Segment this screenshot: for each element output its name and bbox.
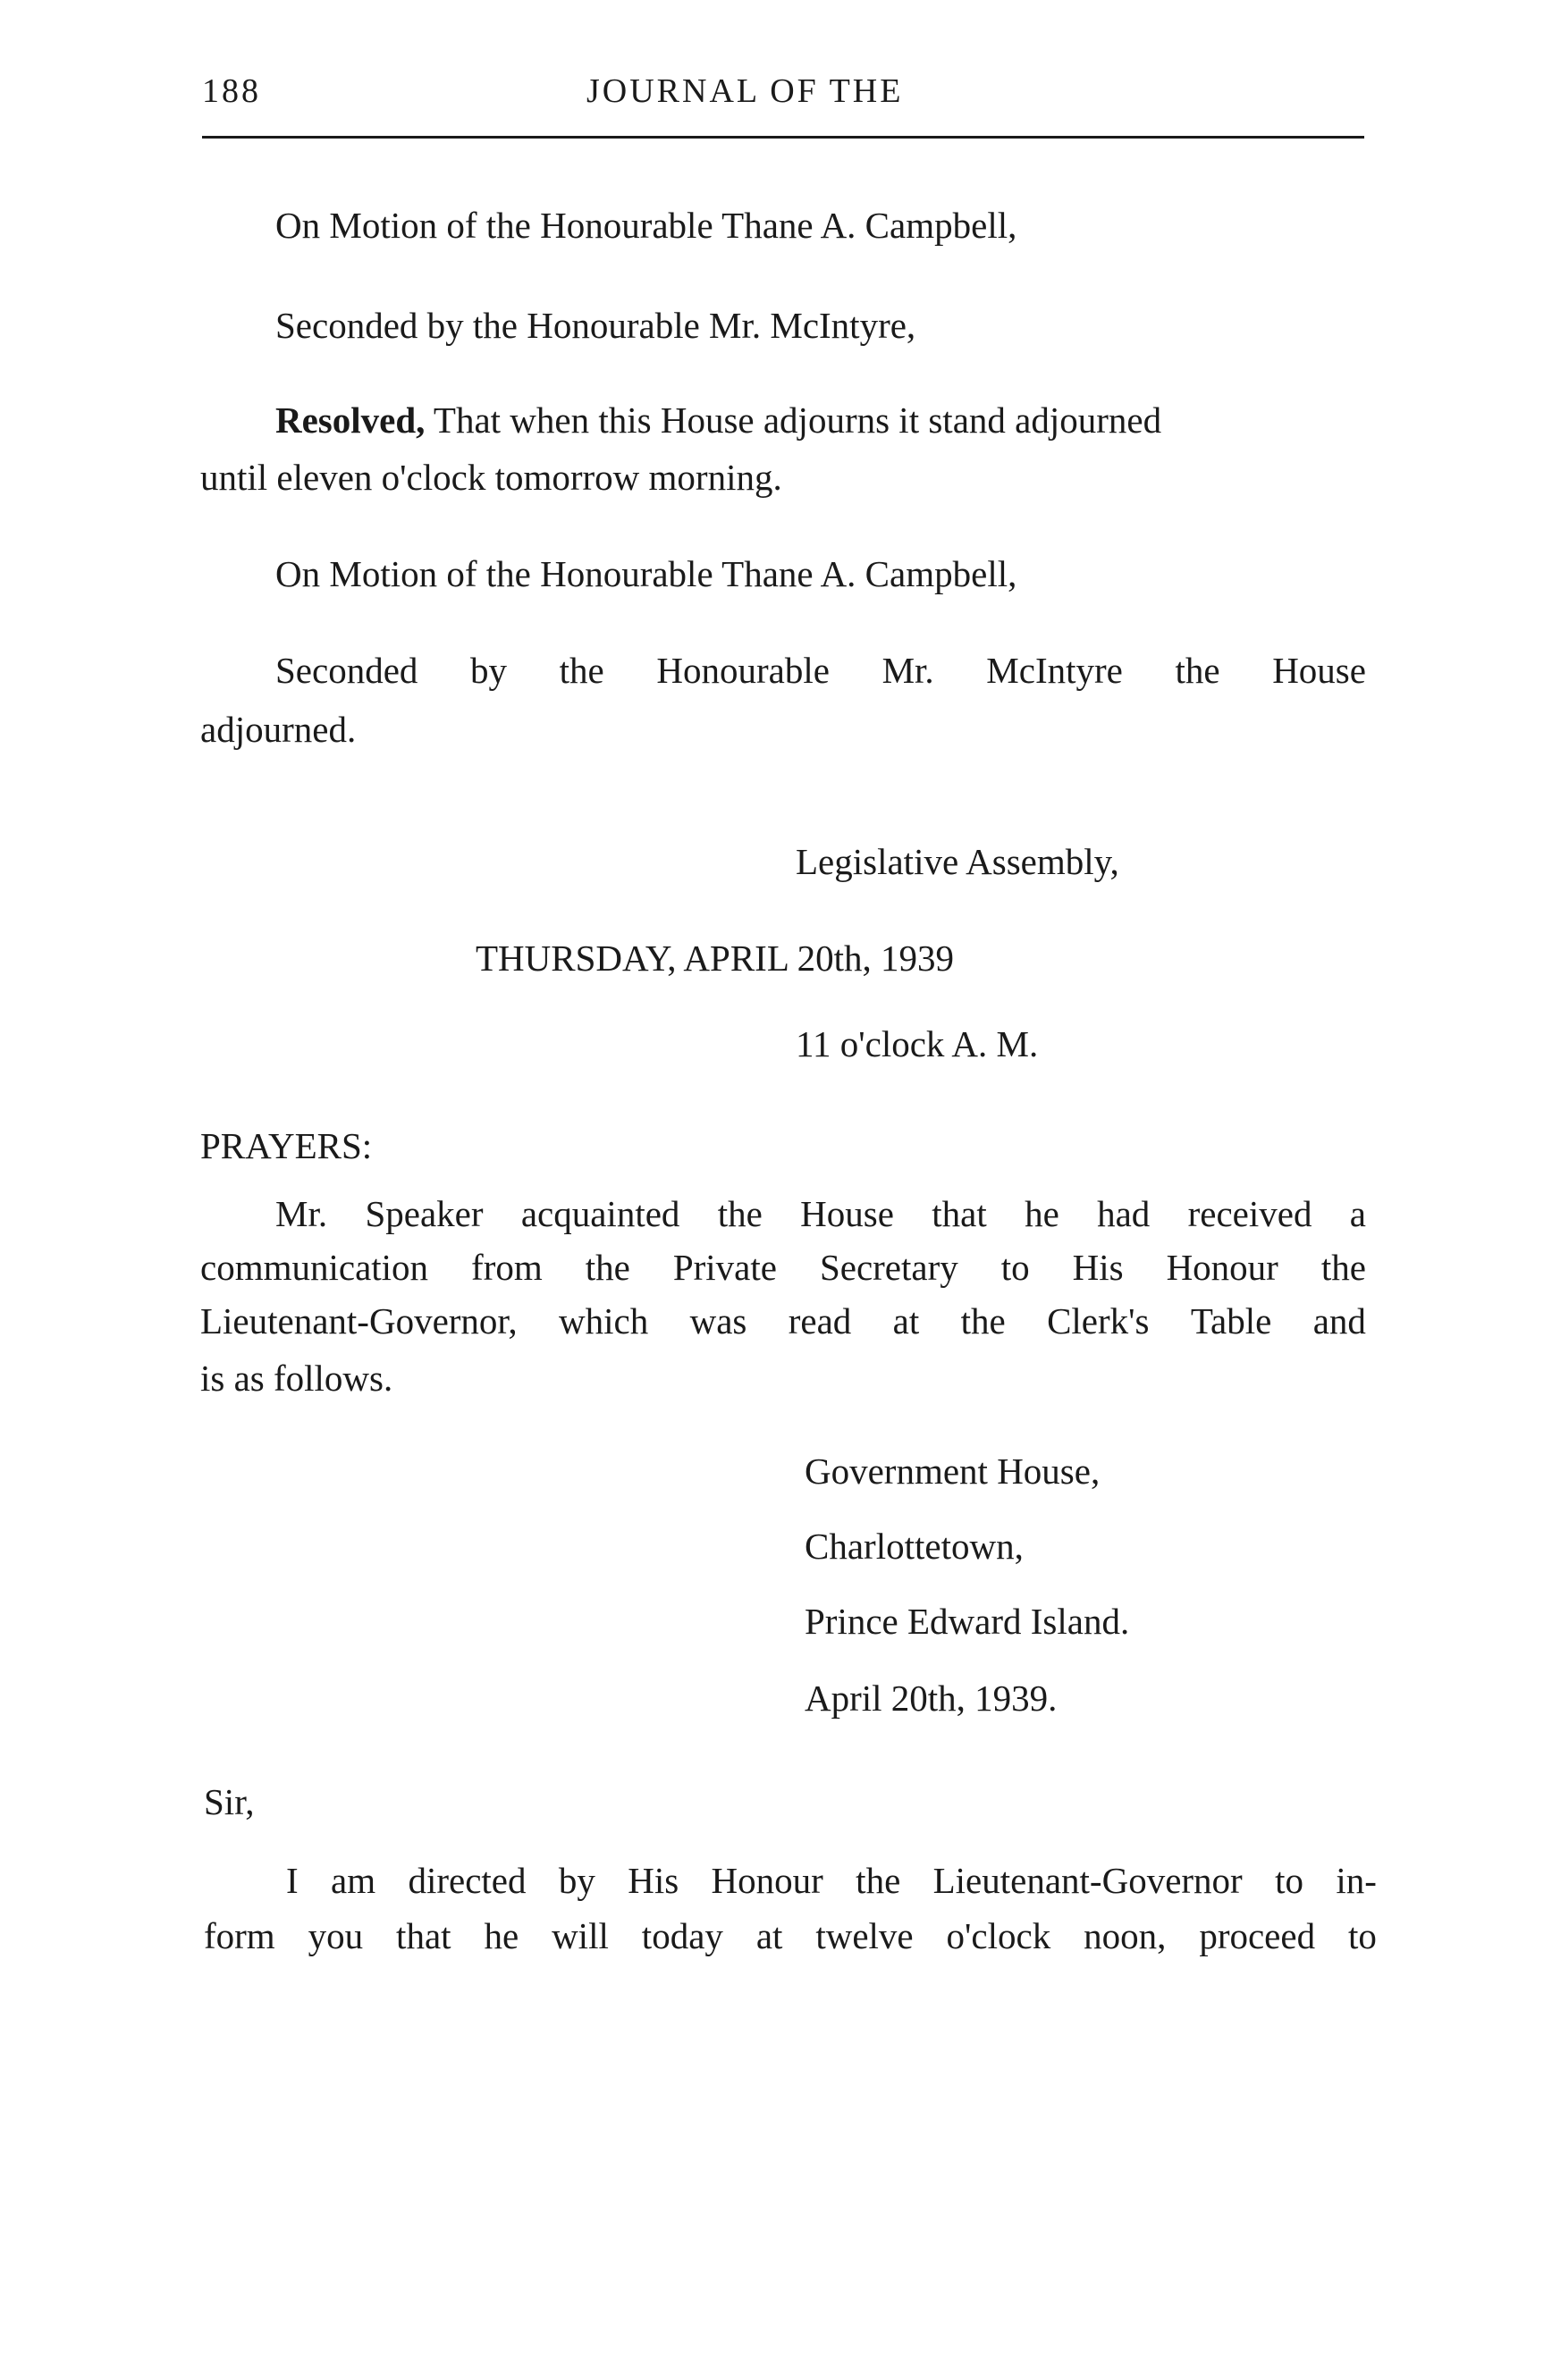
letter-body-line-1 (286, 1860, 1377, 1901)
resolved-label: Resolved, (275, 399, 426, 441)
word: Honour (1166, 1247, 1278, 1288)
letter-address-3: Prince Edward Island. (805, 1601, 1130, 1642)
word: Lieutenant-Governor (932, 1860, 1243, 1901)
word: the (1175, 650, 1220, 691)
word: the (856, 1860, 901, 1901)
page-header (202, 71, 1364, 125)
communication-line-4: is as follows. (200, 1358, 393, 1399)
letter-date: April 20th, 1939. (805, 1678, 1058, 1719)
word: His (1072, 1247, 1124, 1288)
page-number: 188 (202, 72, 261, 110)
word: he (484, 1915, 519, 1956)
word: which (559, 1300, 649, 1341)
sitting-date: THURSDAY, APRIL 20th, 1939 (476, 938, 955, 979)
resolved-line (275, 399, 1162, 441)
running-head: JOURNAL OF THE (586, 72, 904, 110)
word: acquainted (520, 1193, 680, 1234)
word: he (1025, 1193, 1059, 1234)
word: Mr. (275, 1193, 328, 1234)
word: Seconded (275, 650, 418, 691)
word: Secretary (819, 1247, 958, 1288)
communication-line-2 (200, 1249, 1366, 1286)
word: Clerk's (1047, 1300, 1150, 1341)
prayers-heading: PRAYERS: (200, 1125, 373, 1166)
letter-salutation: Sir, (204, 1781, 255, 1822)
letter-address-2: Charlottetown, (805, 1526, 1024, 1567)
letter-address-1: Government House, (805, 1451, 1101, 1492)
word: the (585, 1247, 630, 1288)
adjourned-line: adjourned. (200, 709, 357, 750)
word: the (1320, 1247, 1366, 1288)
word: proceed (1199, 1915, 1316, 1956)
word: you (308, 1915, 364, 1956)
communication-line-3 (200, 1300, 1366, 1341)
sitting-place: Legislative Assembly, (796, 841, 1119, 882)
word: am (331, 1860, 376, 1901)
word: Lieutenant-Governor, (200, 1300, 518, 1341)
word: Speaker (365, 1193, 484, 1234)
word: received (1187, 1193, 1312, 1234)
word: by (470, 650, 508, 691)
word: the (717, 1193, 763, 1234)
word: read (788, 1300, 852, 1341)
word: in- (1336, 1860, 1377, 1901)
word: to (1275, 1860, 1303, 1901)
word: at (755, 1915, 783, 1956)
word: the (960, 1300, 1006, 1341)
motion-line-2: On Motion of the Honourable Thane A. Campbell, (275, 553, 1017, 594)
word: Honourable (656, 650, 830, 691)
word: form (204, 1915, 275, 1956)
word: Private (672, 1247, 777, 1288)
word: a (1349, 1193, 1366, 1234)
resolved-continuation: until eleven o'clock tomorrow morning. (200, 457, 782, 498)
letter-body-line-2 (204, 1915, 1377, 1956)
word: by (558, 1860, 595, 1901)
word: that (932, 1193, 987, 1234)
word: I (286, 1860, 299, 1901)
word: had (1097, 1193, 1151, 1234)
word: McIntyre (986, 650, 1123, 691)
word: twelve (815, 1915, 914, 1956)
word: House (800, 1193, 894, 1234)
word: at (892, 1300, 920, 1341)
word: Honour (711, 1860, 823, 1901)
word: to (1000, 1247, 1030, 1288)
header-rule (202, 136, 1364, 139)
word: was (689, 1300, 747, 1341)
word: to (1348, 1915, 1377, 1956)
word: today (641, 1915, 723, 1956)
motion-line-1: On Motion of the Honourable Thane A. Campbell, (275, 205, 1017, 246)
word: communication (200, 1247, 429, 1288)
sitting-time: 11 o'clock A. M. (796, 1023, 1039, 1064)
word: will (552, 1915, 609, 1956)
word: from (471, 1247, 543, 1288)
word: and (1312, 1300, 1366, 1341)
resolved-text: That when this House adjourns it stand adjourned (433, 399, 1162, 441)
word: Mr. (881, 650, 934, 691)
word: Table (1190, 1300, 1272, 1341)
word: the (559, 650, 604, 691)
word: noon, (1084, 1915, 1167, 1956)
word: o'clock (946, 1915, 1051, 1956)
word: directed (408, 1860, 527, 1901)
word: House (1272, 650, 1366, 691)
word: that (396, 1915, 451, 1956)
seconded-line-1: Seconded by the Honourable Mr. McIntyre, (275, 305, 916, 346)
communication-line-1 (275, 1193, 1366, 1234)
word: His (628, 1860, 679, 1901)
seconded-line-2 (275, 652, 1366, 689)
